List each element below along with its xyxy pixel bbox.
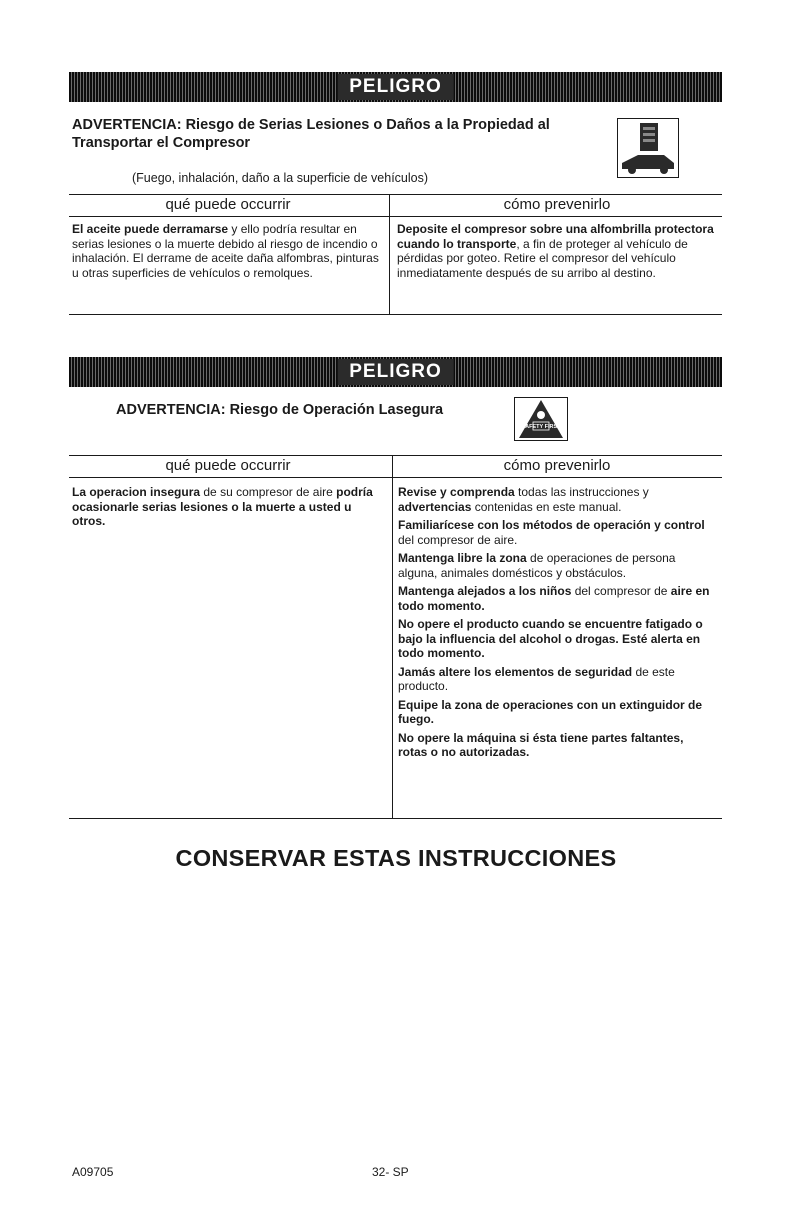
table-bottom-rule: [69, 818, 722, 819]
table-bottom-rule: [69, 314, 722, 315]
safety-first-text: SAFETY FIRST: [521, 424, 561, 430]
hazard-description: El aceite puede derramarse y ello podría resultar en serias lesiones o la muerte debido al riesgo de incendio o inhalación. El derrame de aceite daña alfombras, pinturas u otras superficies de vehículos o remolques.: [72, 222, 379, 280]
prevention-item: Mantenga libre la zona de operaciones de persona alguna, animales domésticos y obstáculos.: [398, 551, 676, 580]
keep-instructions-heading: CONSERVAR ESTAS INSTRUCCIONES: [175, 845, 617, 871]
warning-title-unsafe-operation: ADVERTENCIA: Riesgo de Operación Lasegura: [116, 402, 444, 418]
danger-banner-label: PELIGRO: [337, 359, 454, 385]
table-top-rule: [69, 455, 722, 456]
prevention-item: No opere el producto cuando se encuentre fatigado o bajo la influencia del alcohol o drogas. Esté alerta en todo momento.: [398, 617, 703, 660]
hazard-description: La operacion insegura de su compresor de aire podría ocasionarle serias lesiones o la muerte a usted u otros.: [72, 485, 373, 528]
prevention-item: No opere la máquina si ésta tiene partes faltantes, rotas o no autorizadas.: [398, 730, 684, 759]
prevention-item: Revise y comprenda todas las instrucciones y advertencias contenidas en este manual.: [398, 485, 649, 514]
warning-title-transport: ADVERTENCIA: Riesgo de Serias Lesiones o Daños a la Propiedad al Transportar el Compresor: [72, 117, 550, 151]
danger-banner-2: [69, 357, 722, 387]
document-code: A09705: [72, 1165, 114, 1179]
prevention-item: Jamás altere los elementos de seguridad de este producto.: [398, 664, 675, 693]
warning-subtitle: (Fuego, inhalación, daño a la superficie de vehículos): [132, 171, 429, 185]
safety-first-icon: [514, 397, 568, 441]
danger-banner-1: [69, 72, 722, 102]
column-divider: [389, 194, 390, 314]
table-top-rule: [69, 194, 722, 195]
page-number: 32- SP: [372, 1165, 409, 1179]
column-divider: [392, 455, 393, 818]
danger-banner-label: PELIGRO: [337, 74, 454, 100]
column-header-how-to-prevent: cómo prevenirlo: [503, 457, 611, 474]
prevention-item: Mantenga alejados a los niños del compresor de aire en todo momento.: [398, 584, 710, 613]
column-header-what-can-happen: qué puede occurrir: [165, 457, 291, 474]
header-underline: [69, 216, 722, 217]
prevention-item: Familiarícese con los métodos de operación y control del compresor de aire.: [398, 518, 705, 547]
column-header-what-can-happen: qué puede occurrir: [165, 196, 291, 213]
prevention-list: [398, 485, 714, 764]
column-header-how-to-prevent: cómo prevenirlo: [503, 196, 611, 213]
prevention-description: Deposite el compresor sobre una alfombrilla protectora cuando lo transporte, a fin de proteger al vehículo de pérdidas por goteo. Retire el compresor del vehículo inmediatamente después de su arribo al destino.: [397, 222, 714, 280]
header-underline: [69, 477, 722, 478]
prevention-item: Equipe la zona de operaciones con un extinguidor de fuego.: [398, 697, 703, 726]
compressor-vehicle-icon: [617, 118, 679, 178]
